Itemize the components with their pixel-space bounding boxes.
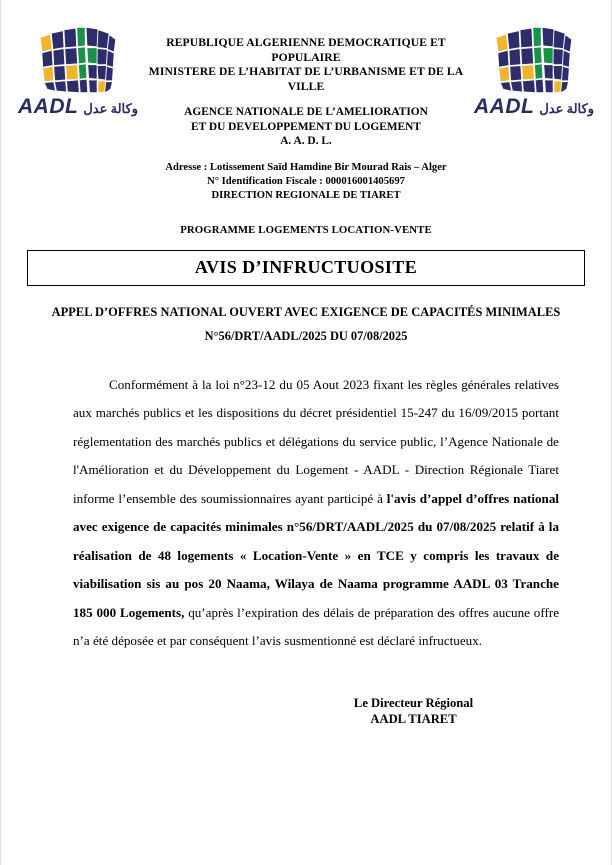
agency-line-3: A. A. D. L. — [280, 135, 332, 147]
body-text-part-2: qu’après l’expiration des délais de préparation des offres aucune offre n’a été déposée et par conséquent l’avis susmentionné est déclaré infructueux. — [73, 604, 560, 648]
page-title: AVIS D’INFRUCTUOSITE — [194, 257, 418, 277]
body-text-part-1: Conformément à la loi n°23-12 du 05 Aout 2023 fixant les règles générales relatives aux marchés publics et les dispositions du décret présidentiel 15-247 du 16/09/2015 portant réglementation des marchés publics et délégations du service public, l’Agence Nationale de l'Amélioration et du Développement du Logement - AADL - Direction Régionale Tiaret informe l’ensemble des soumissionnaires ayant participé à — [73, 376, 559, 506]
address-line-3: DIRECTION REGIONALE DE TIARET — [211, 189, 401, 201]
address-line-1: Adresse : Lotissement Saïd Hamdine Bir Mourad Rais – Alger — [165, 161, 447, 173]
signature-line-1: Le Directeur Régional — [353, 695, 474, 710]
left-logo-block — [19, 26, 137, 119]
right-logo-block — [475, 26, 593, 119]
aadl-flag-logo-icon — [491, 26, 577, 94]
left-logo-arabic-text: وكالة عدل — [83, 101, 138, 116]
subtitle-block — [1, 305, 611, 344]
signature-block — [1, 695, 611, 727]
title-box — [27, 250, 585, 286]
agency-line-2: ET DU DEVELOPPEMENT DU LOGEMENT — [191, 120, 421, 133]
header-center-text — [137, 26, 475, 149]
document-header — [1, 0, 611, 149]
left-logo-aadl-text: AADL — [18, 95, 79, 118]
body-text-bold-part: l'avis d’appel d’offres national avec exigence de capacités minimales n°56/DRT/AADL/2025 du 07/08/2025 relatif à la réalisation de 48 logements « Location-Vente » en TCE y compris les travaux de viabilisation sis au pos 20 Naama, Wilaya de Naama programme AADL 03 Tranche 185 000 Logements, — [73, 490, 560, 620]
subtitle-line-1: APPEL D’OFFRES NATIONAL OUVERT AVEC EXIGENCE DE CAPACITÉS MINIMALES — [51, 304, 561, 319]
address-line-2: N° Identification Fiscale : 000016001405697 — [207, 175, 405, 187]
body-paragraph — [73, 371, 559, 656]
agency-line-1: AGENCE NATIONALE DE L’AMELIORATION — [184, 106, 428, 118]
aadl-flag-logo-icon — [35, 26, 121, 94]
header-spacer — [137, 94, 475, 105]
republic-line-2: MINISTERE DE L’HABITAT DE L’URBANISME ET DE LA VILLE — [148, 65, 464, 93]
left-logo-wordmark — [18, 95, 138, 119]
right-logo-wordmark — [474, 95, 594, 119]
right-logo-aadl-text: AADL — [474, 95, 535, 118]
signature-line-2: AADL TIARET — [370, 711, 457, 726]
republic-line-1: REPUBLIQUE ALGERIENNE DEMOCRATIQUE ET POPULAIRE — [166, 36, 446, 64]
programme-line: PROGRAMME LOGEMENTS LOCATION-VENTE — [180, 223, 432, 236]
address-block — [1, 161, 611, 203]
subtitle-line-2: N°56/DRT/AADL/2025 DU 07/08/2025 — [204, 328, 408, 343]
right-logo-arabic-text: وكالة عدل — [539, 101, 594, 116]
